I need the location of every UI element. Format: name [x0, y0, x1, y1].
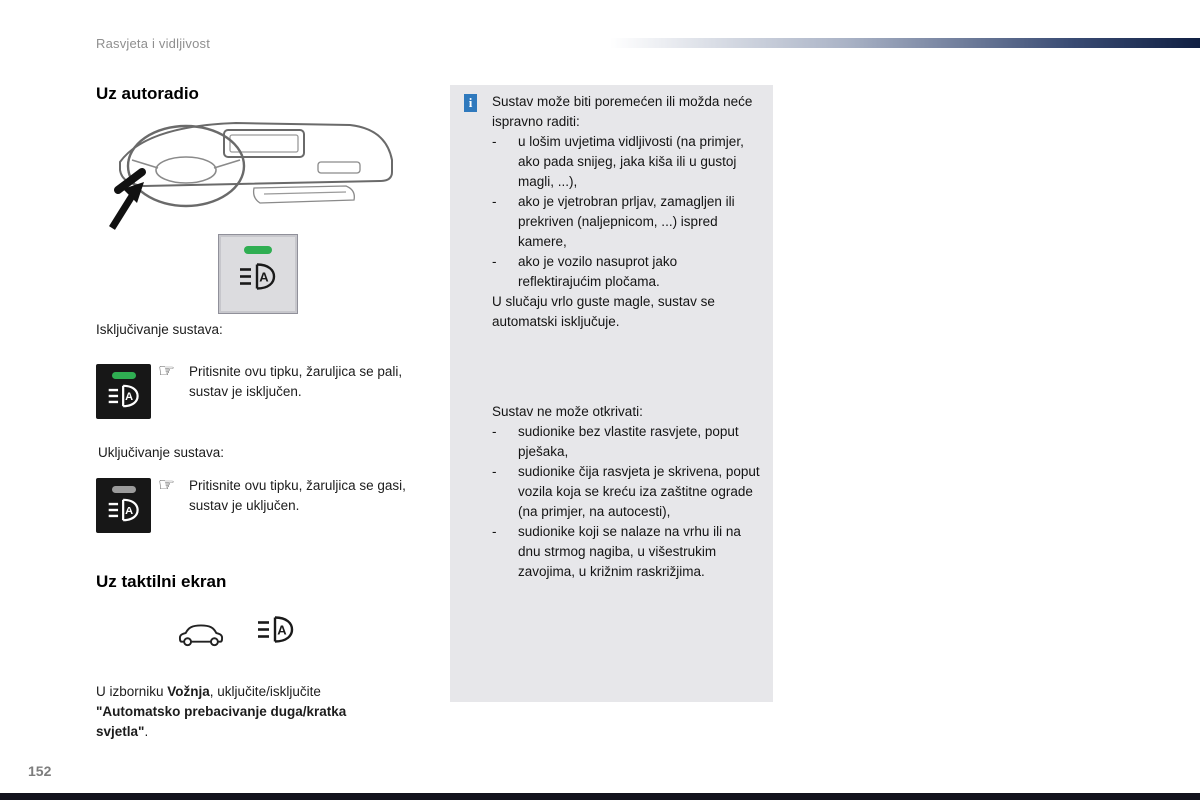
list-dash: -: [492, 524, 497, 539]
dashboard-drawing: [104, 110, 404, 235]
activate-button-illustration: [96, 478, 151, 533]
auto-light-button-illustration: [218, 234, 298, 314]
list-dash: -: [492, 424, 497, 439]
svg-text:A: A: [277, 622, 287, 638]
auto-headlight-icon: [107, 383, 141, 414]
list-item: [492, 192, 760, 252]
indicator-lamp-off: [112, 486, 136, 493]
touchscreen-instruction: [96, 682, 394, 742]
page-header: Rasvjeta i vidljivost: [96, 36, 211, 51]
menu-para-bold1: Vožnja: [167, 684, 210, 699]
indicator-lamp-green: [244, 246, 272, 254]
auto-headlight-icon: [256, 614, 296, 650]
auto-headlight-icon: [107, 497, 141, 528]
list-item: [492, 132, 760, 192]
deactivate-label: Isključivanje sustava:: [96, 322, 223, 337]
info-panel-content: [492, 92, 760, 582]
section-title-touchscreen: Uz taktilni ekran: [96, 572, 227, 591]
list-dash: -: [492, 464, 497, 479]
list-item: [492, 462, 760, 522]
pointing-hand-icon: ☞: [158, 361, 176, 382]
page-number: 152: [28, 763, 52, 779]
menu-para-part1: U izborniku: [96, 684, 168, 699]
svg-text:A: A: [124, 391, 133, 404]
info-icon: i: [464, 94, 477, 112]
list-item: [492, 522, 760, 582]
activate-label: Uključivanje sustava:: [98, 445, 225, 460]
list-item: [492, 422, 760, 462]
list-item-text: u lošim uvjetima vidljivosti (na primjer, ako pada snijeg, jaka kiša ili u gustoj magli, ...),: [518, 134, 744, 189]
header-gradient-bar: [610, 38, 1200, 48]
list-item-text: sudionike čija rasvjeta je skrivena, poput vozila koja se kreću iza zaštitne ograde (na primjer, na autocesti),: [518, 464, 760, 519]
section-title-autoradio: Uz autoradio: [96, 84, 199, 103]
pointing-hand-icon: ☞: [158, 475, 176, 496]
info-para-3: Sustav ne može otkrivati:: [492, 404, 643, 419]
auto-headlight-icon: [238, 261, 278, 297]
car-icon: [178, 622, 224, 653]
list-item-text: sudionike bez vlastite rasvjete, poput pješaka,: [518, 424, 739, 459]
footer-bar: [0, 793, 1200, 800]
list-item: [492, 252, 760, 292]
list-item-text: ako je vjetrobran prljav, zamagljen ili prekriven (naljepnicom, ...) ispred kamere,: [518, 194, 735, 249]
activate-instruction: Pritisnite ovu tipku, žaruljica se gasi, sustav je uključen.: [189, 478, 406, 513]
list-dash: -: [492, 194, 497, 209]
panel-spacer: [492, 332, 760, 402]
deactivate-button-illustration: [96, 364, 151, 419]
menu-para-bold2: "Automatsko prebacivanje duga/kratka svjetla": [96, 704, 347, 739]
info-para-1: Sustav može biti poremećen ili možda neće ispravno raditi:: [492, 94, 753, 129]
svg-text:A: A: [259, 269, 269, 285]
menu-para-part3: .: [144, 724, 149, 739]
deactivate-instruction: Pritisnite ovu tipku, žaruljica se pali, sustav je isključen.: [189, 364, 403, 399]
menu-para-part2: , uključite/isključite: [209, 684, 321, 699]
list-item-text: ako je vozilo nasuprot jako reflektirajućim pločama.: [518, 254, 678, 289]
info-para-2: U slučaju vrlo guste magle, sustav se automatski isključuje.: [492, 294, 715, 329]
info-panel: [450, 85, 773, 702]
list-dash: -: [492, 134, 497, 149]
indicator-lamp-green: [112, 372, 136, 379]
svg-text:A: A: [124, 505, 133, 518]
list-dash: -: [492, 254, 497, 269]
dashboard-illustration: [104, 110, 404, 240]
list-item-text: sudionike koji se nalaze na vrhu ili na dnu strmog nagiba, u višestrukim zavojima, u križnim raskrižjima.: [518, 524, 741, 579]
